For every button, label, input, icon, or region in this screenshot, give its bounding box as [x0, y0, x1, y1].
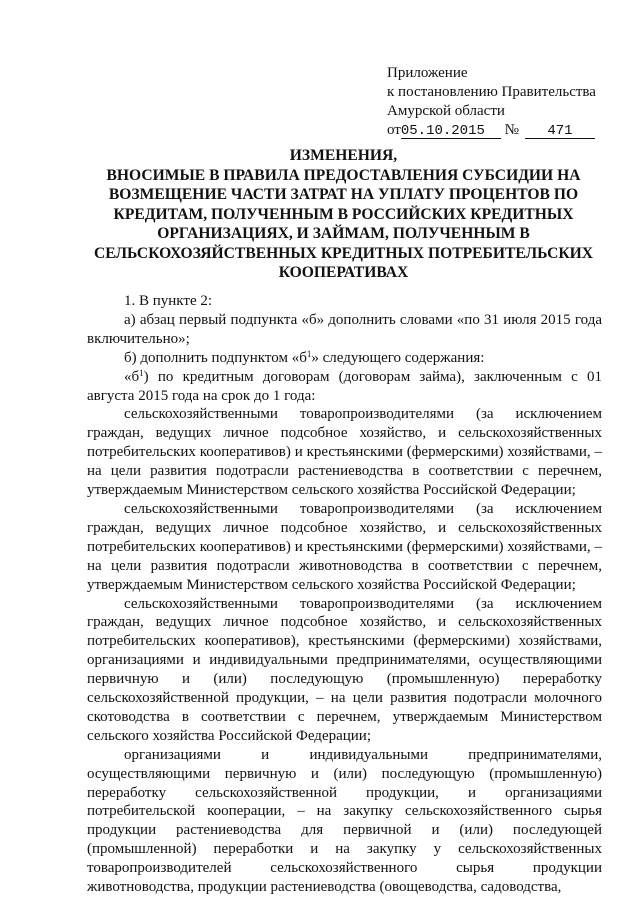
number-label: № — [504, 122, 519, 138]
paragraph-1: 1. В пункте 2: — [124, 293, 213, 309]
resolution-date: 05.10.2015 — [401, 124, 501, 139]
paragraph-7: сельскохозяйственными товаропроизводителями (за исключением граждан, ведущих личное подсобное хозяйство, и сельскохозяйственных потребительских кооперативов), крестьянскими (фермерскими) хозяйствами, организациями и индивидуальными предпринимателями, осуществляющими первичную и (или) последующую (промышленную) переработку сельскохозяйственной продукции, – на цели развития подотрасли молочного скотоводства в соответствии с перечнем, утверждаемым Министерством сельского хозяйства Российской Федерации; — [87, 595, 602, 744]
paragraph-8: организациями и индивидуальными предпринимателями, осуществляющими первичную и (или) последующую (промышленную) переработку сельскохозяйственной продукции, и организациями потребительской кооперации, – на закупку сельскохозяйственного сырья продукции растениеводства для первичной и (или) последующей (промышленной) переработки и на закупку у сельскохозяйственных товаропроизводителей сельскохозяйственного сырья продукции животноводства, продукции растениеводства (овощеводства, садоводства, — [87, 746, 602, 896]
document-title — [84, 146, 603, 283]
paragraph-4-pre: «б — [124, 368, 140, 385]
paragraph-3 — [87, 349, 602, 368]
paragraph-5: сельскохозяйственными товаропроизводителями (за исключением граждан, ведущих личное подсобное хозяйство, и сельскохозяйственных потребительских кооперативов) и крестьянскими (фермерскими) хозяйствами, – на цели развития подотрасли растениеводства в соответствии с перечнем, утверждаемым Министерством сельского хозяйства Российской Федерации; — [87, 406, 602, 499]
paragraph-2: а) абзац первый подпункта «б» дополнить словами «по 31 июля 2015 года включительно»; — [87, 311, 602, 347]
resolution-number: 471 — [525, 124, 595, 139]
appendix-region-line: Амурской области — [387, 103, 505, 119]
title-subject: ВНОСИМЫЕ В ПРАВИЛА ПРЕДОСТАВЛЕНИЯ СУБСИДИИ НА ВОЗМЕЩЕНИЕ ЧАСТИ ЗАТРАТ НА УПЛАТУ ПРОЦЕНТОВ ПО КРЕДИТАМ, ПОЛУЧЕННЫМ В РОССИЙСКИХ КРЕДИТНЫХ ОРГАНИЗАЦИЯХ, И ЗАЙМАМ, ПОЛУЧЕННЫМ В СЕЛЬСКОХОЗЯЙСТВЕННЫХ КРЕДИТНЫХ ПОТРЕБИТЕЛЬСКИХ КООПЕРАТИВАХ — [93, 166, 594, 281]
appendix-label: Приложение — [387, 65, 468, 81]
title-heading: ИЗМЕНЕНИЯ, — [289, 147, 398, 164]
paragraph-4-post: ) по кредитным договорам (договорам займа), заключенным с 01 августа 2015 года на срок до 1 года: — [87, 368, 602, 404]
appendix-date-line — [387, 121, 596, 140]
paragraph-4-sup: 1 — [139, 367, 144, 378]
appendix-resolution-line: к постановлению Правительства — [387, 84, 596, 100]
paragraph-3-pre: б) дополнить подпунктом «б — [124, 349, 307, 366]
from-label: от — [387, 122, 401, 138]
document-body — [87, 292, 602, 897]
appendix-block — [387, 64, 596, 140]
paragraph-3-sup: 1 — [306, 348, 312, 359]
paragraph-3-post: » следующего содержания: — [311, 349, 485, 366]
paragraph-4 — [87, 368, 602, 406]
paragraph-6: сельскохозяйственными товаропроизводителями (за исключением граждан, ведущих личное подсобное хозяйство, и сельскохозяйственных потребительских кооперативов) и крестьянскими (фермерскими) хозяйствами, – на цели развития подотрасли животноводства в соответствии с перечнем, утверждаемым Министерством сельского хозяйства Российской Федерации; — [87, 500, 602, 593]
